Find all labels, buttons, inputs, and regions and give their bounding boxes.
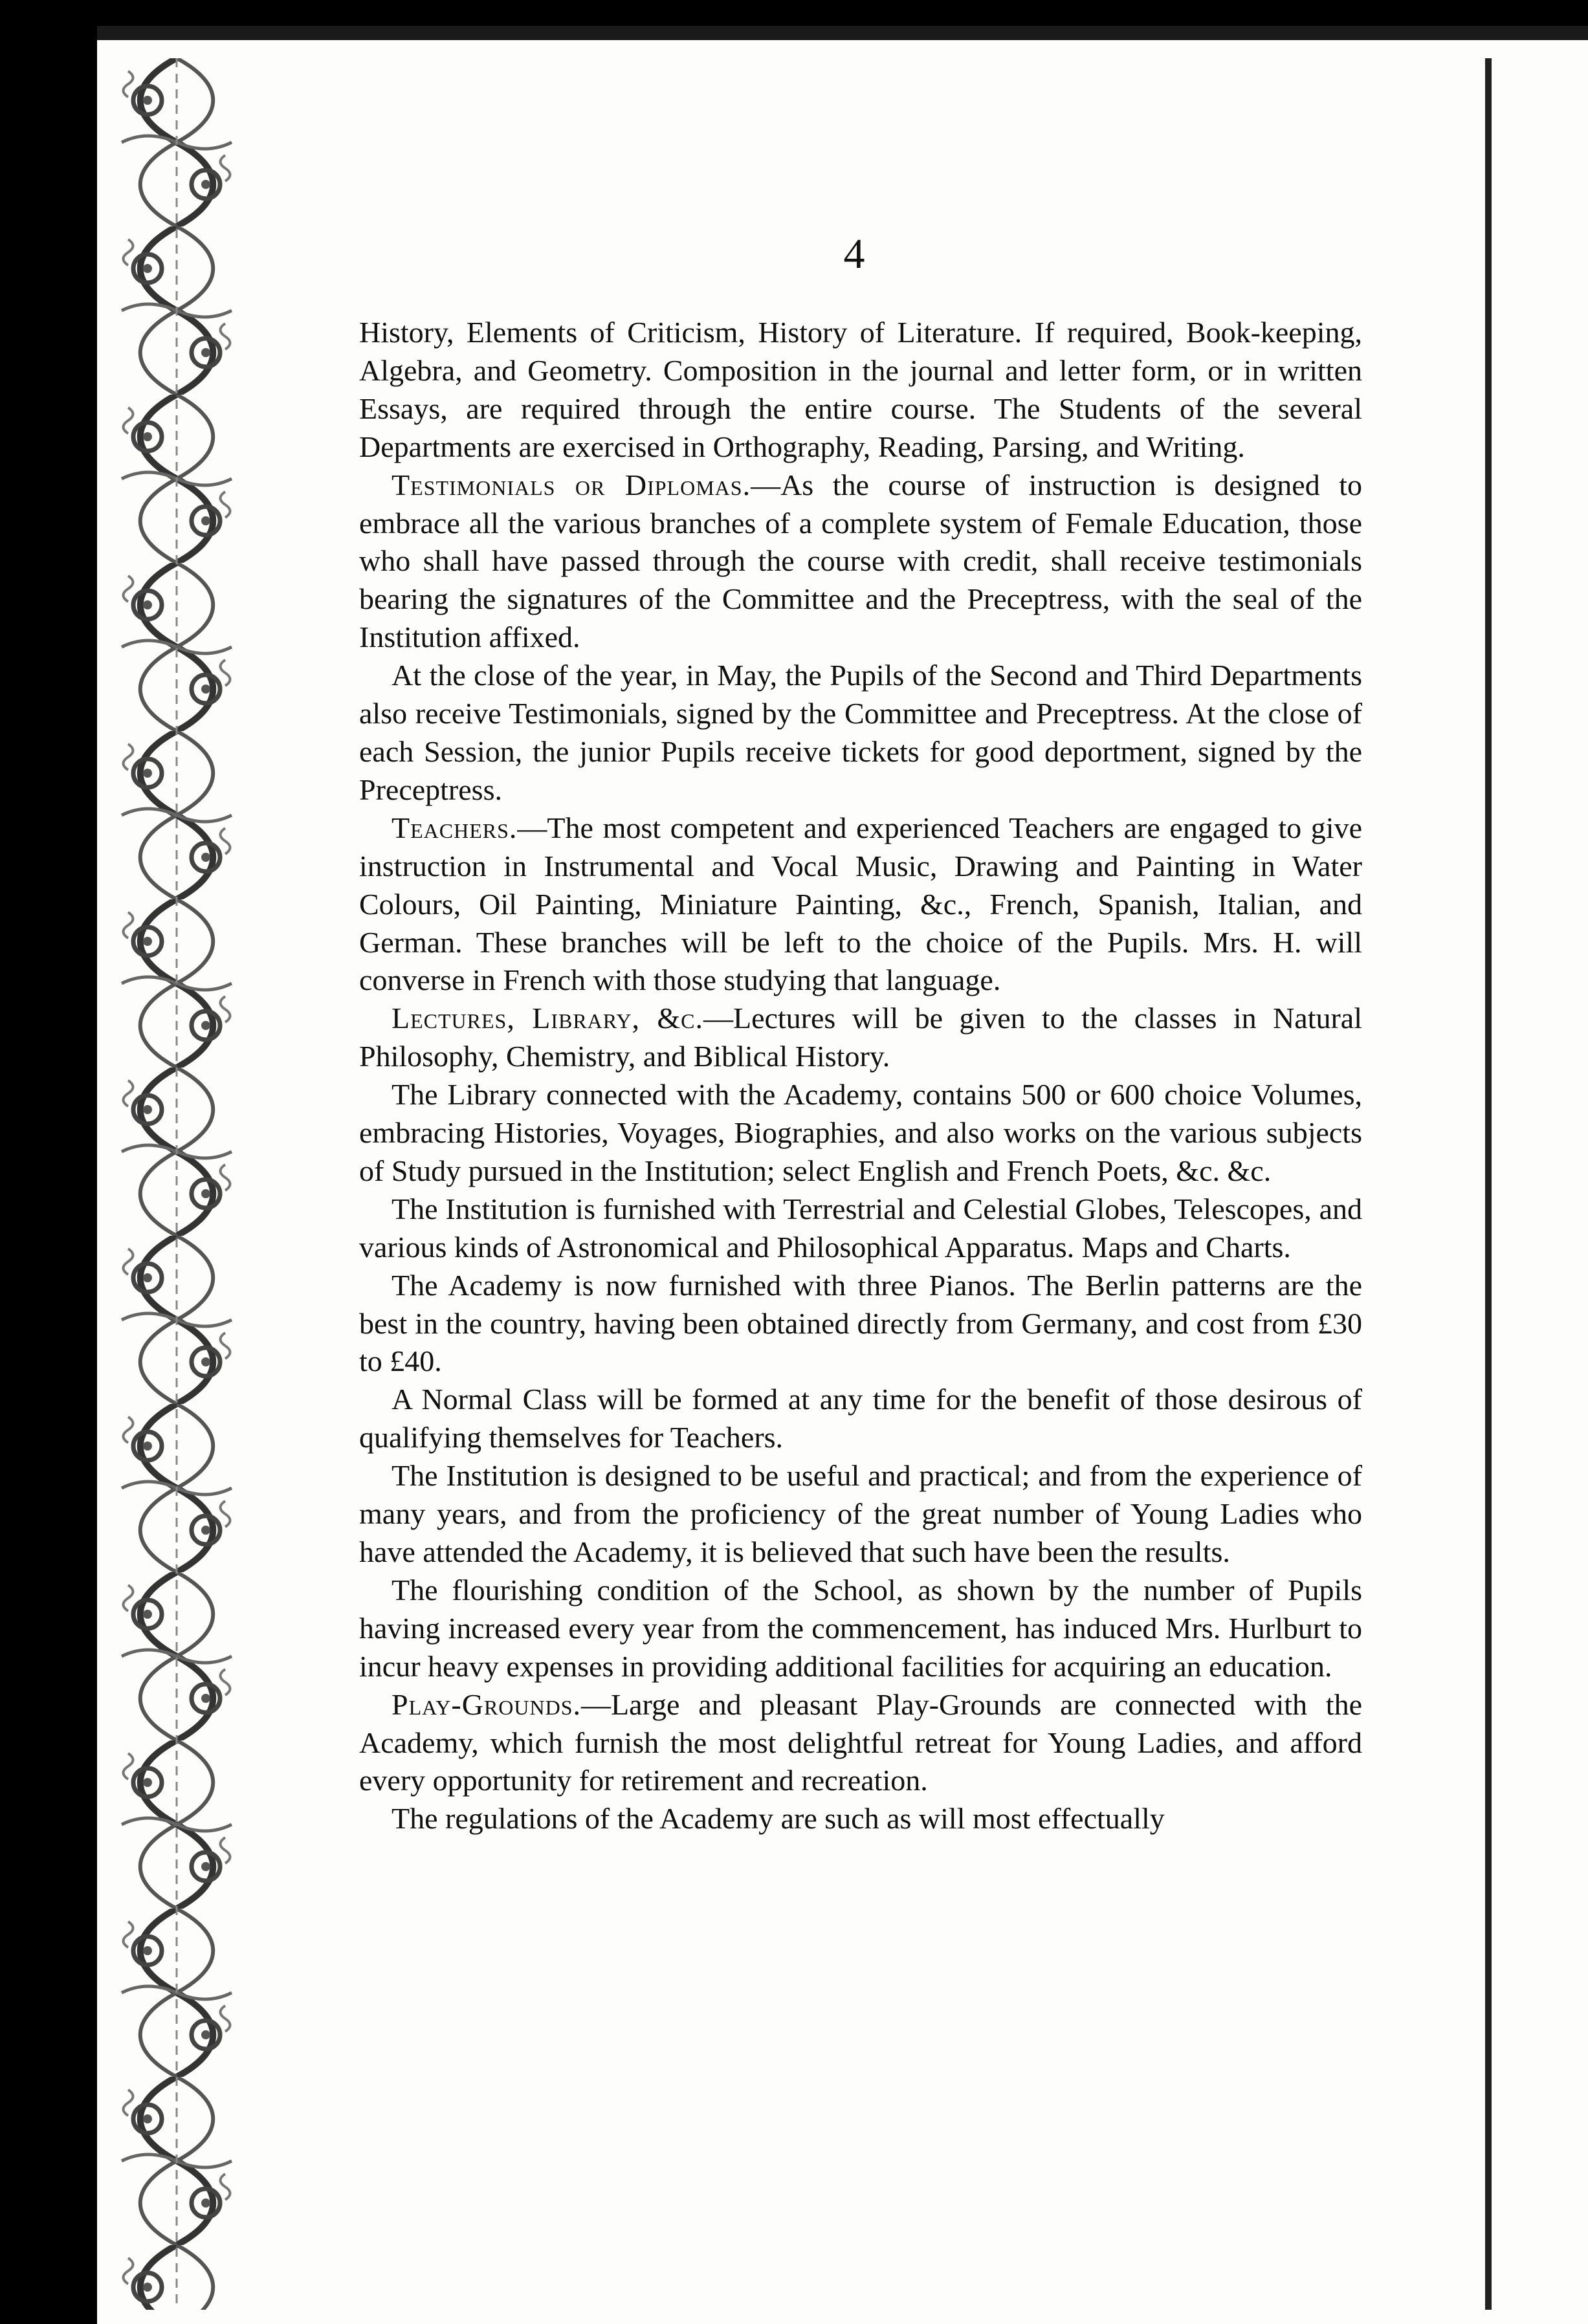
paragraph-heading: Play-Grounds. <box>391 1687 582 1721</box>
paragraph-text: The Institution is furnished with Terrestrial and Celestial Globes, Telescopes, and various kinds of Astronomical and Philosophical Apparatus. Maps and Charts. <box>359 1192 1362 1264</box>
paragraph <box>359 466 1362 657</box>
paragraph-text: The Institution is designed to be useful and practical; and from the experience of many years, and from the proficiency of the great number of Young Ladies who have attended the Academy, it is believed that such have been the results. <box>359 1459 1362 1568</box>
paragraph <box>359 1190 1362 1267</box>
paragraph-text: —As the course of instruction is designed to embrace all the various branches of a complete system of Female Education, those who shall have passed through the course with credit, shall receive testimonials bearing the signatures of the Committee and the Preceptress, with the seal of the Institution affixed. <box>359 468 1362 654</box>
paragraph <box>359 1800 1362 1838</box>
paragraph-text: A Normal Class will be formed at any time for the benefit of those desirous of qualifying themselves for Teachers. <box>359 1383 1362 1454</box>
page-right-edge <box>1485 58 1492 2310</box>
paragraph <box>359 1381 1362 1457</box>
paragraph-text: The flourishing condition of the School, as shown by the number of Pupils having increased every year from the commencement, has induced Mrs. Hurlburt to incur heavy expenses in providing additional facilities for acquiring an education. <box>359 1573 1362 1683</box>
paragraph-heading: Teachers. <box>391 811 518 844</box>
paragraph <box>359 657 1362 809</box>
paragraph <box>359 1267 1362 1381</box>
paragraph <box>359 1572 1362 1686</box>
paragraph-heading: Testimonials or Diplomas. <box>391 468 751 501</box>
paragraph-text: The Academy is now furnished with three Pianos. The Berlin patterns are the best in the country, having been obtained directly from Germany, and cost from £30 to £40. <box>359 1268 1362 1378</box>
paragraph-text: At the close of the year, in May, the Pupils of the Second and Third Departments also receive Testimonials, signed by the Committee and Preceptress. At the close of each Session, the junior Pupils receive tickets for good deportment, signed by the Preceptress. <box>359 659 1362 806</box>
paragraph-text: The regulations of the Academy are such as will most effectually <box>391 1802 1165 1836</box>
ornamental-border <box>109 58 245 2310</box>
paragraph <box>359 809 1362 1000</box>
paragraph <box>359 1076 1362 1190</box>
paragraph <box>359 1000 1362 1076</box>
body-text <box>359 314 1362 1838</box>
paragraph <box>359 1457 1362 1572</box>
paragraph-text: —Lectures will be given to the classes in Natural Philosophy, Chemistry, and Biblical History. <box>359 1002 1362 1073</box>
page-number: 4 <box>843 230 865 278</box>
paragraph <box>359 314 1362 466</box>
paragraph-text: History, Elements of Criticism, History of Literature. If required, Book-keeping, Algebra, and Geometry. Composition in the journal and letter form, or in written Essays, are required through the entire course. The Students of the several Departments are exercised in Orthography, Reading, Parsing, and Writing. <box>359 316 1362 463</box>
paragraph <box>359 1686 1362 1801</box>
paragraph-heading: Lectures, Library, &c. <box>391 1002 703 1035</box>
paragraph-text: —Large and pleasant Play-Grounds are connected with the Academy, which furnish the most delightful retreat for Young Ladies, and afford every opportunity for retirement and recreation. <box>359 1687 1362 1797</box>
paragraph-text: —The most competent and experienced Teachers are engaged to give instruction in Instrumental and Vocal Music, Drawing and Painting in Water Colours, Oil Painting, Miniature Painting, &c., French, Spanish, Italian, and German. These branches will be left to the choice of the Pupils. Mrs. H. will converse in French with those studying that language. <box>359 811 1362 997</box>
paragraph-text: The Library connected with the Academy, contains 500 or 600 choice Volumes, embracing Histories, Voyages, Biographies, and also works on the various subjects of Study pursued in the Institution; select English and French Poets, &c. &c. <box>359 1078 1362 1187</box>
